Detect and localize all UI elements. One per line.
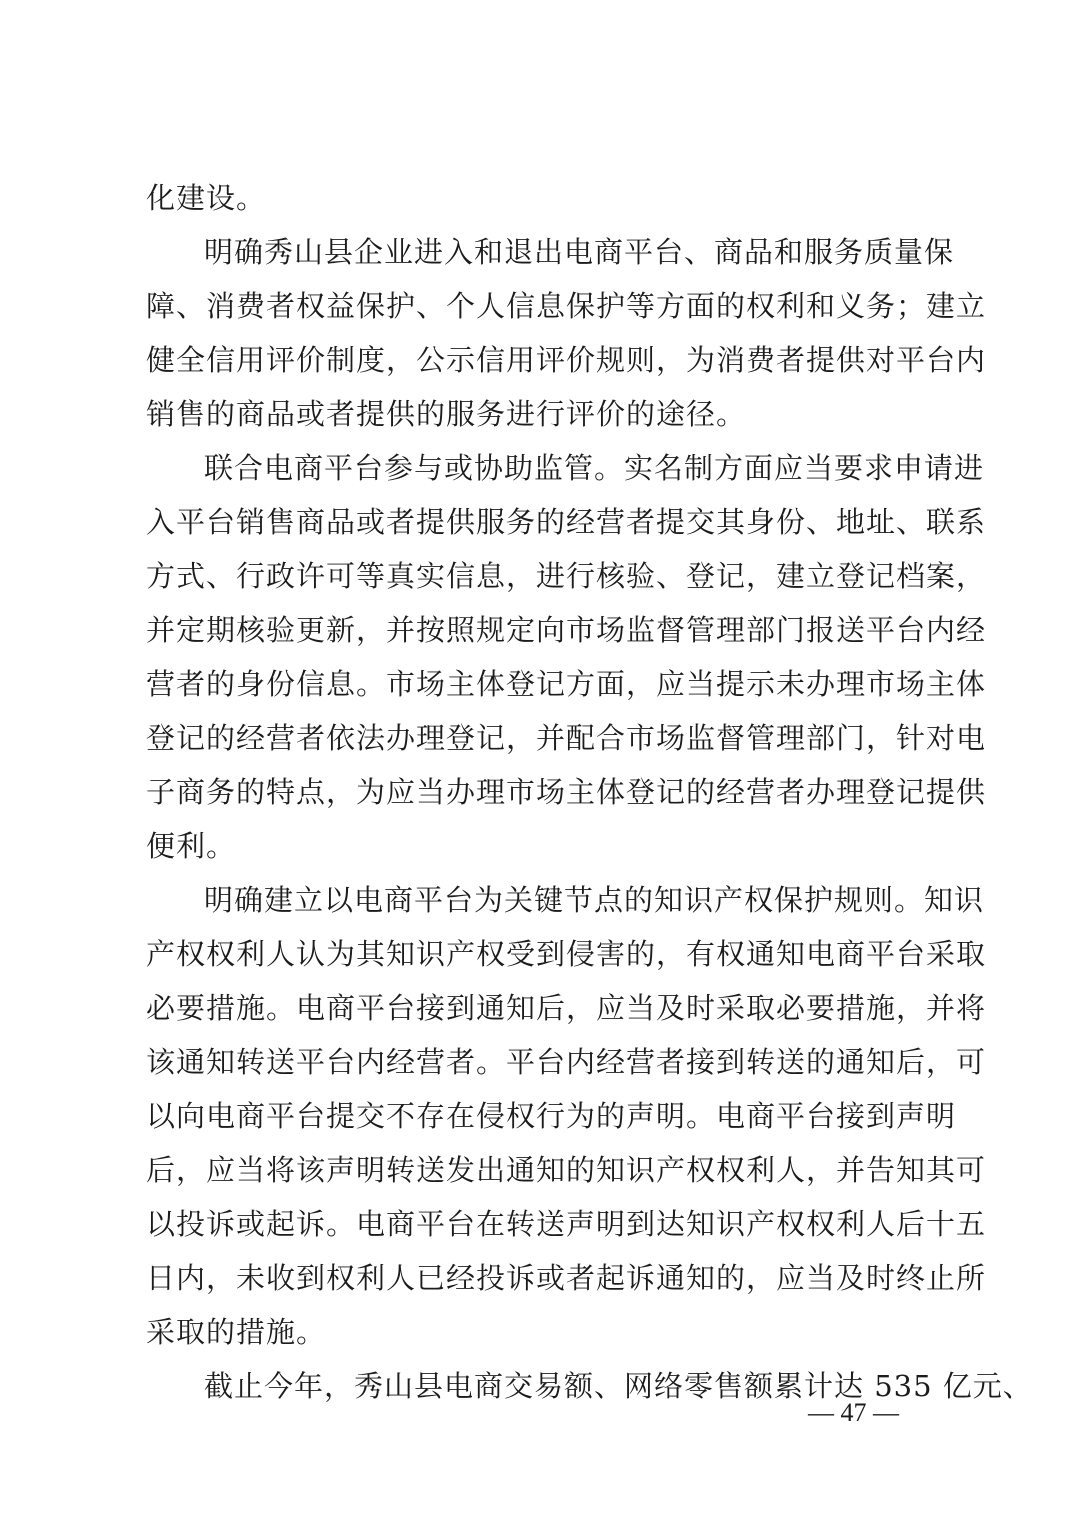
text-line: 营者的身份信息。市场主体登记方面，应当提示未办理市场主体	[146, 667, 987, 701]
text-line: 后，应当将该声明转送发出通知的知识产权权利人，并告知其可	[146, 1153, 987, 1187]
document-body	[146, 171, 1033, 1413]
text-line: 该通知转送平台内经营者。平台内经营者接到转送的通知后，可	[146, 1045, 987, 1079]
text-line: 并定期核验更新，并按照规定向市场监督管理部门报送平台内经	[146, 613, 987, 647]
text-line: 产权权利人认为其知识产权受到侵害的，有权通知电商平台采取	[146, 937, 987, 971]
text-line: 登记的经营者依法办理登记，并配合市场监督管理部门，针对电	[146, 721, 987, 755]
text-line: 采取的措施。	[146, 1315, 327, 1349]
text-line: 障、消费者权益保护、个人信息保护等方面的权利和义务；建立	[146, 289, 987, 323]
text-line: 销售的商品或者提供的服务进行评价的途径。	[146, 397, 747, 431]
text-line: 明确秀山县企业进入和退出电商平台、商品和服务质量保	[204, 235, 955, 269]
text-line: 子商务的特点，为应当办理市场主体登记的经营者办理登记提供	[146, 775, 987, 809]
text-line: 以投诉或起诉。电商平台在转送声明到达知识产权权利人后十五	[146, 1207, 987, 1241]
text-line: 明确建立以电商平台为关键节点的知识产权保护规则。知识	[204, 883, 985, 917]
text-line: 以向电商平台提交不存在侵权行为的声明。电商平台接到声明	[146, 1099, 957, 1133]
text-line: 方式、行政许可等真实信息，进行核验、登记，建立登记档案，	[146, 559, 987, 593]
text-line: 健全信用评价制度，公示信用评价规则，为消费者提供对平台内	[146, 343, 987, 377]
text-line: 日内，未收到权利人已经投诉或者起诉通知的，应当及时终止所	[146, 1261, 987, 1295]
text-line: 化建设。	[146, 181, 267, 215]
text-line: 必要措施。电商平台接到通知后，应当及时采取必要措施，并将	[146, 991, 987, 1025]
text-line: 入平台销售商品或者提供服务的经营者提交其身份、地址、联系	[146, 505, 987, 539]
text-line: 便利。	[146, 829, 237, 863]
page-number: — 47 —	[808, 1398, 899, 1427]
text-line: 联合电商平台参与或协助监管。实名制方面应当要求申请进	[204, 451, 985, 485]
text-line: 截止今年，秀山县电商交易额、网络零售额累计达 535 亿元、	[204, 1369, 1033, 1403]
